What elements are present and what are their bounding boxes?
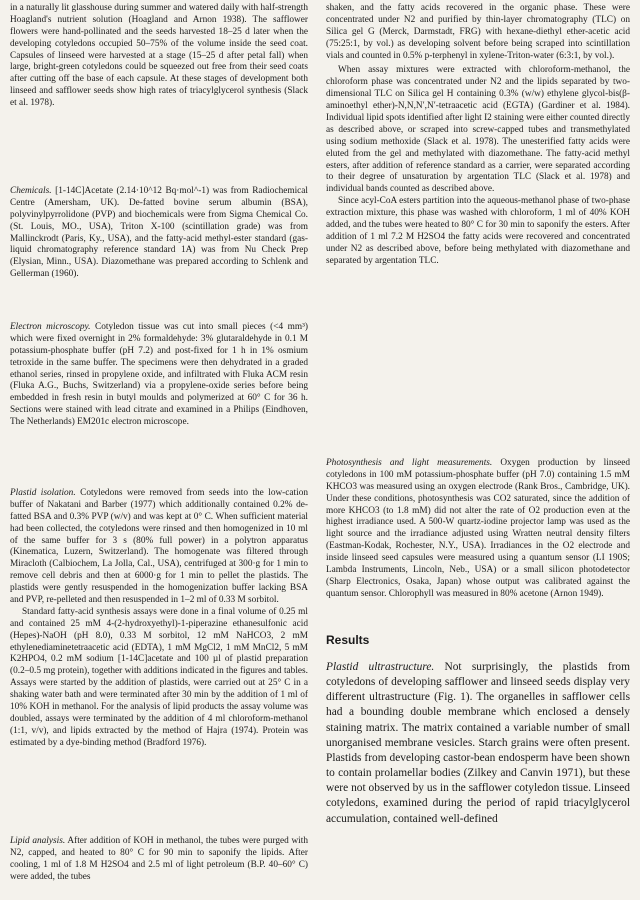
chemicals-heading: Chemicals. (10, 186, 52, 196)
la-text: After addition of KOH in methanol, the tubes were purged with N2, capped, and heated to 80° C for 90 min to saponify the lipids. After cooling, 1 ml of 1.8 M H2SO4 and 2.5 ml of light petroleum (B.P. 40–60° C) were added, the tubes (10, 836, 308, 882)
photosynthesis-section (326, 458, 630, 601)
tlc-section (326, 3, 630, 268)
chemicals-section (10, 186, 308, 281)
continued-paragraph: shaken, and the fatty acids recovered in the organic phase. These were concentrated under N2 and purified by thin-layer chromatography (TLC) on Silica gel G (Merck, Darmstadt, FRG) with hexane-diethyl ether-acetic acid (75:25:1, by vol.) as developing solvent before being scraped into scintillation vials and counted in 0.5% p-terphenyl in xylene-Triton-water (6:3:1, by vol.). (326, 3, 630, 61)
intro-paragraph: in a naturally lit glasshouse during summer and watered daily with half-strength Hoagland's nutrient solution (Hoagland and Arnon 1938). The safflower flowers were hand-pollinated and the seeds harvested 18–25 d later when the developing cotyledons occupied 50–75% of the volume inside the seed coat. Capsules of linseed were harvested at a stage (15–25 d after petal fall) when large, bright-green cotyledons could be squeezed out free from their seed coats after cutting off the base of each capsule. At these stages of development both linseed and safflower seeds show high rates of triacylglycerol synthesis (Slack et al. 1978). (10, 3, 308, 109)
plastid-isolation-section (10, 488, 308, 750)
photo-heading: Photosynthesis and light measurements. (326, 458, 493, 468)
ultra-text: Not surprisingly, the plastids from cotyledons of developing safflower and linseed seeds display very different ultrastructure (Fig. 1). The organelles in safflower cells had a bounding double membrane which enclosed a densely staining matrix. The matrix contained a variable number of small unorganised membrane vesicles. Starch grains were often present. Plastids from developing castor-bean endosperm have been shown to contain prolamellar bodies (Zilkey and Canvin 1971), but these were not observed by us in the safflower cotyledon tissue. Linseed cotyledons, examined during the period of rapid triacylglycerol accumulation, contained well-defined (326, 661, 630, 825)
results-heading: Results (326, 633, 370, 647)
acyl-coa-paragraph: Since acyl-CoA esters partition into the aqueous-methanol phase of two-phase extraction mixture, this phase was washed with chloroform, 1 ml of 40% KOH added, and the tubes were heated to 80° C for 30 min to saponify the esters. After addition of 1 ml 7.2 M H2SO4 the fatty acids were recovered and concentrated under N2 as described above, before being methylated with diazomethane and separated by argentation TLC. (326, 196, 630, 266)
photo-paragraph (326, 458, 630, 601)
la-heading: Lipid analysis. (10, 836, 66, 846)
ultra-heading: Plastid ultrastructure. (326, 661, 435, 673)
standard-assay-paragraph: Standard fatty-acid synthesis assays were done in a final volume of 0.25 ml and contained 25 mM 4-(2-hydroxyethyl)-1-piperazine ethanesulfonic acid (Hepes)-NaOH (pH 8.0), 0.33 M sorbitol, 12 mM NaHCO3, 2 mM ethylenediaminetetraacetic acid (EDTA), 1 mM MgCl2, 1 mM MnCl2, 5 mM K2HPO4, 0.2 mM sodium [1-14C]acetate and 100 µl of plastid preparation (0.2–0.5 mg protein), together with additions indicated in the figures and tables. Assays were started by the addition of plastids, were carried out at 25° C in a shaking water bath and were terminated after 30 min by the addition of 1 ml of 10% KOH in methanol. For the analysis of lipid products the assay volume was doubled, assays were terminated by the addition of 4 ml chloroform-methanol (1:1, v/v), and lipids extracted by the method of Hajra (1974). Protein was estimated by a dye-binding method (Bradford 1976). (10, 606, 308, 748)
lipid-analysis-section (10, 836, 308, 884)
em-heading: Electron microscopy. (10, 322, 91, 332)
pi-paragraph (10, 488, 308, 607)
em-text: Cotyledon tissue was cut into small pieces (<4 mm³) which were fixed overnight in 2% formaldehyde: 3% glutaraldehyde in 0.1 M potassium-phosphate buffer (pH 7.2) and post-fixed for 1 h in 1% osmium tetroxide in the same buffer. The specimens were then dehydrated in a graded ethanol series, rinsed in propylene oxide, and infiltrated with Fluka ACM resin (Fluka A.G., Buchs, Switzerland) via a propylene-oxide series before being embedded in fresh resin in butyl moulds and polymerized at 60° C for 36 h. Sections were stained with lead citrate and examined in a Philips (Eindhoven, The Netherlands) EM201c electron microscope. (10, 322, 308, 428)
la-paragraph (10, 836, 308, 884)
chemicals-text: [1-14C]Acetate (2.14·10^12 Bq·mol^-1) was from Radiochemical Centre (Amersham, UK). De-fatted bovine serum albumin (BSA), polyvinylpyrrolidone (PVP) and biochemicals were from Sigma Chemical Co. (St. Louis, MO., USA), Triton X-100 (scintillation grade) was from Mallinckrodt (Paris, Ky., USA), and the fatty-acid methyl-ester standard (gas-liquid chromatography reference standard 1A) was from Nu Check Prep (Elysian, Minn., USA). Diazomethane was prepared according to Schlenk and Gellerman (1960). (10, 186, 308, 280)
intro-section (10, 3, 308, 110)
photo-text: Oxygen production by linseed cotyledons in 100 mM potassium-phosphate buffer (pH 7.0) containing 1.5 mM KHCO3 was measured using an oxygen electrode (Rank Bros., Cambridge, UK). Under these conditions, photosynthesis was CO2 saturated, since the addition of more KHCO3 (to 1.8 mM) did not alter the rate of O2 production even at the highest irradiance used. A 500-W quartz-iodine projector lamp was used as the light source and the irradiance adjusted using Wratten neutral density filters (Eastman-Kodak, Rochester, N.Y., USA). Irradiances in the O2 electrode and inside linseed seed capsules were measured using a quantum sensor (LI 190S; Lambda Instruments, Lincoln, Neb., USA) or a small silicon photodetector (Sharp Electronics, Osaka, Japan) whose output was calibrated against the quantum sensor. Chlorophyll was measured in 80% acetone (Arnon 1949). (326, 458, 630, 599)
ultra-paragraph (326, 660, 630, 827)
assay-extraction-paragraph: When assay mixtures were extracted with chloroform-methanol, the chloroform phase was concentrated under N2 and the lipids separated by two-dimensional TLC on Silica gel H containing 0.3% (w/w) ethylene glycol-bis(β-aminoethyl ether)-N,N,N′,N′-tetraacetic acid (EGTA) (Gardiner et al. 1984). Individual lipid spots identified after light I2 staining were either counted directly as described above, or scraped into screw-capped tubes and transmethylated using sodium methoxide (Slack et al. 1978). The unesterified fatty acids were eluted from the gel and methylated with diazomethane. The fatty-acid methyl esters, after addition of reference standard as a carrier, were separated according to their degree of unsaturation by argentation TLC (Slack et al. 1978) and individual bands counted as described above. (326, 65, 630, 195)
em-paragraph (10, 322, 308, 429)
pi-text: Cotyledons were removed from seeds into the low-cation buffer of Nakatani and Barber (1977) which additionally contained 0.2% de-fatted BSA and 0.3% PVP (w/v) and was kept at 0° C. When sufficient material had been collected, the cotyledons were rinsed and then homogenized in 10 ml of the same buffer for 3 s (80% full power) in a polytron apparatus (Kinematica, Luzern, Switzerland). The homogenate was filtered through Miracloth (Calbiochem, La Jolla, Cal., USA), centrifuged at 300·g for 1 min to remove cell debris and then at 6000·g for 1 min to pellet the plastids. The plastids were gently resuspended in the homogenization buffer lacking BSA and PVP, re-pelleted and then resuspended in 1–2 ml of 0.33 M sorbitol. (10, 488, 308, 606)
plastid-ultrastructure-section (326, 660, 630, 827)
electron-microscopy-section (10, 322, 308, 429)
pi-heading: Plastid isolation. (10, 488, 76, 498)
chemicals-paragraph (10, 186, 308, 281)
